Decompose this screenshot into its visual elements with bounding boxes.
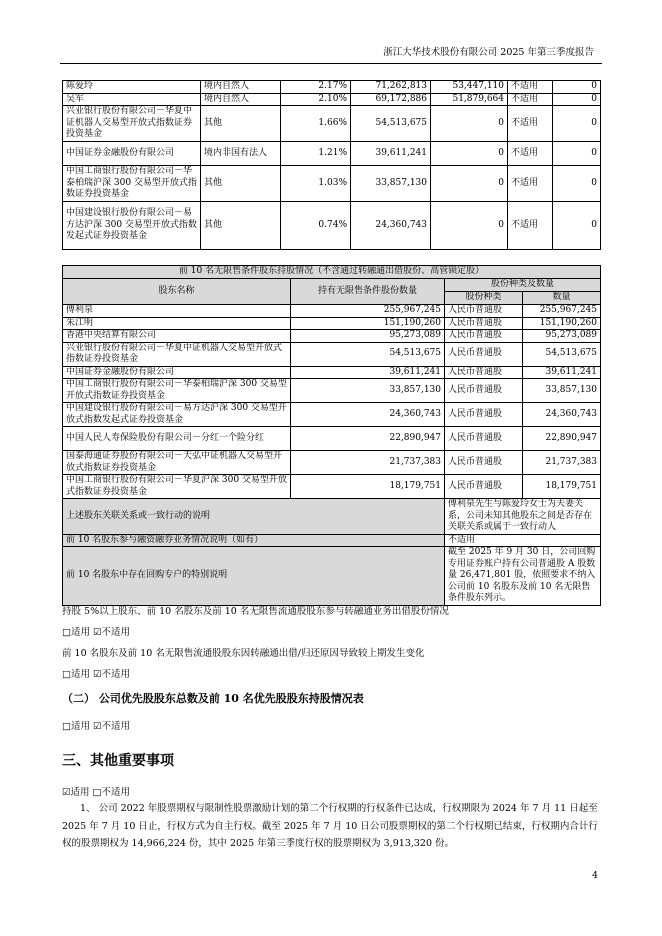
- cell-type: 人民币普通股: [445, 366, 523, 379]
- cell-pct: 0.74%: [281, 202, 351, 250]
- table-row: [63, 202, 601, 250]
- table-row: [63, 93, 601, 106]
- note-label: 上述股东关联关系或一致行动的说明: [63, 499, 445, 535]
- cell-nature: 其他: [201, 166, 281, 202]
- cell-name: 中国建设银行股份有限公司－易方达沪深 300 交易型开放式指数发起式证券投资基金: [63, 202, 201, 250]
- cell-name: 兴业银行股份有限公司－华夏中证机器人交易型开放式指数证券投资基金: [63, 342, 291, 366]
- cell-status: 不适用: [508, 93, 553, 106]
- note-row: [63, 534, 601, 547]
- lending-change-note: 前 10 名股东及前 10 名无限售流通股股东因转融通出借/归还原因导致较上期发生变化: [62, 648, 425, 659]
- cell-pct: 1.03%: [281, 166, 351, 202]
- cell-nature: 境内自然人: [201, 93, 281, 106]
- cell-qty: 54,513,675: [291, 342, 445, 366]
- cell-type: 人民币普通股: [445, 403, 523, 427]
- cell-nature: 境内非国有法人: [201, 142, 281, 166]
- cell-type: 人民币普通股: [445, 379, 523, 403]
- cell-status: 不适用: [508, 142, 553, 166]
- cell-name: 国泰海通证券股份有限公司－天弘中证机器人交易型开放式指数证券投资基金: [63, 451, 291, 475]
- col-header-type: 股份种类: [445, 292, 523, 305]
- cell-pct: 1.21%: [281, 142, 351, 166]
- cell-shares: 33,857,130: [351, 166, 431, 202]
- table-row: [63, 317, 601, 330]
- cell-name: 中国建设银行股份有限公司－易方达沪深 300 交易型开放式指数发起式证券投资基金: [63, 403, 291, 427]
- cell-name: 中国工商银行股份有限公司－华泰柏瑞沪深 300 交易型开放式指数证券投资基金: [63, 379, 291, 403]
- table-row: [63, 427, 601, 451]
- cell-status: 不适用: [508, 106, 553, 142]
- cell-name: 傅利泉: [63, 305, 291, 318]
- cell-status: 不适用: [508, 202, 553, 250]
- cell-restricted: 0: [431, 106, 508, 142]
- cell-status: 不适用: [508, 81, 553, 94]
- checkbox-status-4: ☑适用 □不适用: [62, 787, 131, 798]
- note-value: 不适用: [445, 534, 601, 547]
- cell-type: 人民币普通股: [445, 342, 523, 366]
- cell-qty: 0: [553, 81, 601, 94]
- cell-pct: 2.10%: [281, 93, 351, 106]
- checkbox-status-1: □适用 ☑不适用: [62, 627, 131, 638]
- table-row: [63, 366, 601, 379]
- cell-name: 陈爱玲: [63, 81, 201, 94]
- cell-qty: 0: [553, 166, 601, 202]
- cell-nature: 其他: [201, 106, 281, 142]
- note-label: 前 10 名股东中存在回购专户的特别说明: [63, 547, 445, 606]
- cell-name: 中国证券金融股份有限公司: [63, 142, 201, 166]
- cell-amount: 18,179,751: [523, 475, 601, 499]
- cell-shares: 71,262,813: [351, 81, 431, 94]
- cell-qty: 18,179,751: [291, 475, 445, 499]
- table-row: [63, 305, 601, 318]
- report-header-title: 浙江大华技术股份有限公司 2025 年第三季度报告: [383, 47, 594, 58]
- table-row: [63, 81, 601, 94]
- cell-qty: 0: [553, 93, 601, 106]
- table-row: [63, 142, 601, 166]
- cell-restricted: 0: [431, 142, 508, 166]
- cell-name: 吴军: [63, 93, 201, 106]
- section-heading-preferred: （二） 公司优先股股东总数及前 10 名优先股股东持股情况表: [62, 692, 364, 705]
- note-row: [63, 547, 601, 606]
- cell-qty: 151,190,260: [291, 317, 445, 330]
- cell-shares: 39,611,241: [351, 142, 431, 166]
- cell-type: 人民币普通股: [445, 451, 523, 475]
- cell-amount: 21,737,383: [523, 451, 601, 475]
- table-row: [63, 475, 601, 499]
- cell-name: 中国工商银行股份有限公司－华泰柏瑞沪深 300 交易型开放式指数证券投资基金: [63, 166, 201, 202]
- cell-qty: 21,737,383: [291, 451, 445, 475]
- securities-lending-note: 持股 5%以上股东、前 10 名股东及前 10 名无限售流通股股东参与转融通业务出借股份情况: [62, 606, 449, 617]
- cell-name: 中国人民人寿保险股份有限公司－分红一个险分红: [63, 427, 291, 451]
- note-value: 截至 2025 年 9 月 30 日，公司回购专用证券账户持有公司普通股 A 股数量 26,471,801 股，依照要求不纳入公司前 10 名股东及前 10 名无限售条件股东列示。: [445, 547, 601, 606]
- cell-qty: 255,967,245: [291, 305, 445, 318]
- cell-qty: 39,611,241: [291, 366, 445, 379]
- cell-name: 朱江明: [63, 317, 291, 330]
- checkbox-status-3: □适用 ☑不适用: [62, 721, 131, 732]
- note-value: 傅利泉先生与陈爱玲女士为夫妻关系，公司未知其他股东之间是否存在关联关系或属于一致行动人: [445, 499, 601, 535]
- cell-amount: 24,360,743: [523, 403, 601, 427]
- cell-qty: 0: [553, 106, 601, 142]
- table-row: [63, 379, 601, 403]
- cell-amount: 33,857,130: [523, 379, 601, 403]
- col-header-qty: 持有无限售条件股份数量: [291, 279, 445, 305]
- cell-type: 人民币普通股: [445, 305, 523, 318]
- cell-restricted: 51,879,664: [431, 93, 508, 106]
- page-number: 4: [591, 870, 598, 881]
- unrestricted-shareholders-table: [62, 265, 601, 606]
- cell-qty: 95,273,089: [291, 330, 445, 343]
- cell-type: 人民币普通股: [445, 330, 523, 343]
- table-row: [63, 166, 601, 202]
- cell-type: 人民币普通股: [445, 475, 523, 499]
- cell-amount: 54,513,675: [523, 342, 601, 366]
- option-exercise-paragraph: 1、 公司 2022 年股票期权与限制性股票激励计划的第二个行权期的行权条件已达成，行权期限为 2024 年 7 月 11 日起至 2025 年 7 月 10 日止，行权方式为自主行权。截至 2025 年 7 月 10 日公司股票期权的第二个行权期已结束，行权期内合计行权的股票期权为 14,966,224 份，其中 2025 年第三季度行权的股票期权为 3,913,320 份。: [62, 803, 598, 849]
- cell-name: 中国证券金融股份有限公司: [63, 366, 291, 379]
- cell-type: 人民币普通股: [445, 427, 523, 451]
- cell-shares: 54,513,675: [351, 106, 431, 142]
- cell-name: 兴业银行股份有限公司－华夏中证机器人交易型开放式指数证券投资基金: [63, 106, 201, 142]
- table-row: [63, 106, 601, 142]
- section-heading-other: 三、其他重要事项: [62, 753, 174, 769]
- cell-restricted: 0: [431, 202, 508, 250]
- checkbox-status-2: □适用 ☑不适用: [62, 669, 131, 680]
- cell-nature: 境内自然人: [201, 81, 281, 94]
- table-row: [63, 451, 601, 475]
- cell-name: 中国工商银行股份有限公司－华夏沪深 300 交易型开放式指数证券投资基金: [63, 475, 291, 499]
- cell-shares: 69,172,886: [351, 93, 431, 106]
- top10-shareholders-table: [62, 80, 601, 250]
- cell-qty: 24,360,743: [291, 403, 445, 427]
- cell-amount: 151,190,260: [523, 317, 601, 330]
- cell-amount: 95,273,089: [523, 330, 601, 343]
- cell-qty: 33,857,130: [291, 379, 445, 403]
- note-row: [63, 499, 601, 535]
- cell-name: 香港中央结算有限公司: [63, 330, 291, 343]
- table-row: [63, 403, 601, 427]
- col-header-amount: 数量: [523, 292, 601, 305]
- table-row: [63, 342, 601, 366]
- cell-shares: 24,360,743: [351, 202, 431, 250]
- cell-qty: 0: [553, 142, 601, 166]
- col-header-name: 股东名称: [63, 279, 291, 305]
- header-divider: [60, 63, 602, 64]
- cell-qty: 0: [553, 202, 601, 250]
- cell-nature: 其他: [201, 202, 281, 250]
- cell-pct: 1.66%: [281, 106, 351, 142]
- cell-type: 人民币普通股: [445, 317, 523, 330]
- unrestricted-table-title: 前 10 名无限售条件股东持股情况（不含通过转融通出借股份、高管锁定股）: [63, 266, 601, 279]
- cell-qty: 22,890,947: [291, 427, 445, 451]
- cell-status: 不适用: [508, 166, 553, 202]
- table-row: [63, 330, 601, 343]
- cell-restricted: 0: [431, 166, 508, 202]
- cell-amount: 22,890,947: [523, 427, 601, 451]
- cell-amount: 39,611,241: [523, 366, 601, 379]
- cell-amount: 255,967,245: [523, 305, 601, 318]
- cell-pct: 2.17%: [281, 81, 351, 94]
- col-header-type-group: 股份种类及数量: [445, 279, 601, 292]
- cell-restricted: 53,447,110: [431, 81, 508, 94]
- note-label: 前 10 名股东参与融资融券业务情况说明（如有）: [63, 534, 445, 547]
